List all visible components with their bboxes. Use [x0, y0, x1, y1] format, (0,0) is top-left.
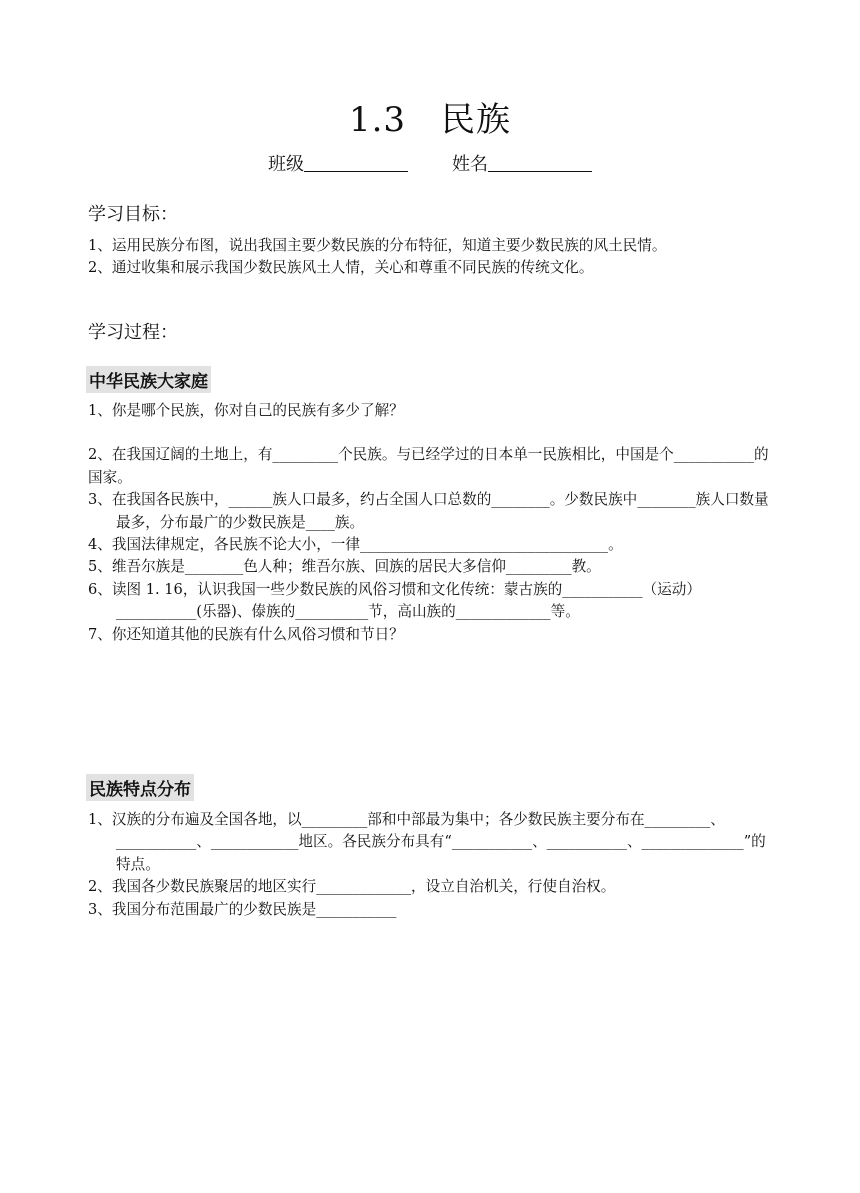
- name-label: 姓名: [452, 154, 488, 175]
- question-item: 3、我国分布范围最广的少数民族是___________: [88, 900, 397, 918]
- goals-list: [88, 235, 778, 280]
- page-title: 1.3 民族: [348, 100, 512, 140]
- question-item: 1、你是哪个民族，你对自己的民族有多少了解？: [88, 402, 404, 419]
- question-item: 1、汉族的分布遍及全国各地，以_________部和中部最为集中；各少数民族主要分布在_________、___________、____________地区。各民族分布具有“___________、___________、______________”的特点。: [88, 811, 766, 873]
- section2-questions: [88, 809, 778, 921]
- name-blank[interactable]: [488, 153, 592, 172]
- question-item: 4、我国法律规定，各民族不论大小，一律__________________________________。: [88, 536, 623, 554]
- section-header-family: 中华民族大家庭: [86, 366, 211, 393]
- question-item: 7、你还知道其他的民族有什么风俗习惯和节日？: [88, 625, 404, 643]
- student-info-line: [0, 150, 860, 176]
- question-item: 5、维吾尔族是________色人种；维吾尔族、回族的居民大多信仰_________教。: [88, 558, 601, 576]
- goal-item: 1、运用民族分布图，说出我国主要少数民族的分布特征，知道主要少数民族的风土民情。: [88, 237, 667, 254]
- goals-heading: 学习目标：: [88, 204, 178, 225]
- goal-item: 2、通过收集和展示我国少数民族风土人情，关心和尊重不同民族的传统文化。: [88, 259, 594, 277]
- class-blank[interactable]: [304, 153, 408, 172]
- class-label: 班级: [268, 154, 304, 175]
- process-heading: 学习过程：: [88, 322, 178, 343]
- question-item: 2、在我国辽阔的土地上，有_________个民族。与已经学过的日本单一民族相比，中国是个___________的国家。: [88, 446, 769, 486]
- question-item: 2、我国各少数民族聚居的地区实行_____________，设立自治机关，行使自治权。: [88, 878, 616, 896]
- question-item: 3、在我国各民族中，______族人口最多，约占全国人口总数的________。少数民族中________族人口数量最多，分布最广的少数民族是____族。: [88, 491, 769, 531]
- section1-questions: [88, 400, 778, 646]
- question-item: 6、读图 1. 16，认识我国一些少数民族的风俗习惯和文化传统：蒙古族的___________（运动）___________(乐器)、傣族的__________节，高山族的_____________等。: [88, 580, 701, 621]
- section-header-distribution: 民族特点分布: [86, 774, 194, 801]
